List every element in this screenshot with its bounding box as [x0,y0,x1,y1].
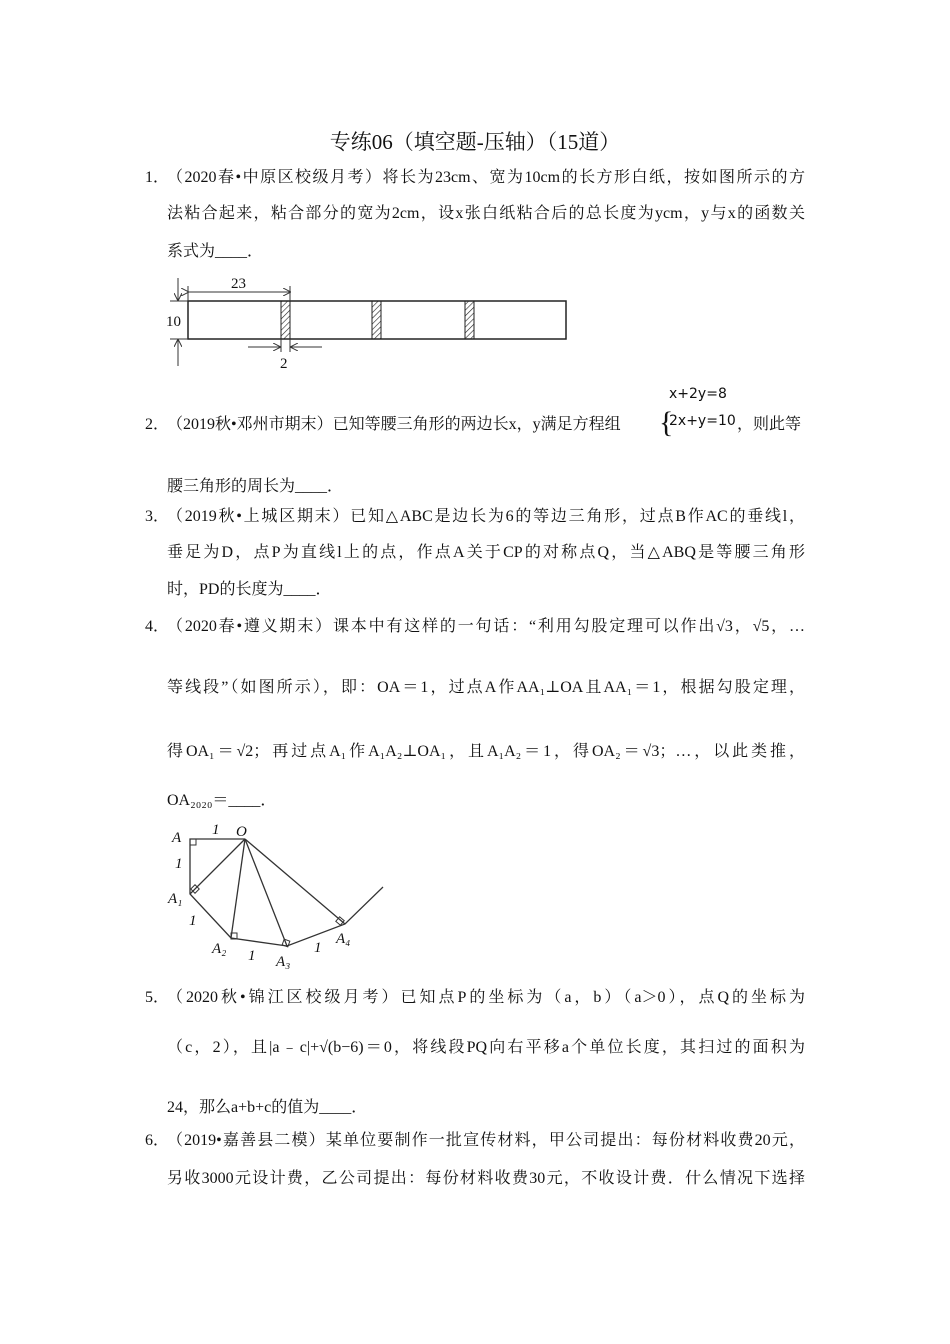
question-text: ，则此等 [737,416,802,433]
question-text: 垂足为D，点P为直线l上的点，作点A关于CP的对称点Q，当△ABQ是等腰三角形 [167,544,805,561]
question-text: 腰三角形的周长为____． [167,478,344,495]
question-text: 等线段”（如图所示），即：OA＝1，过点A作AA₁⊥OA且AA₁＝1，根据勾股定理， [167,679,805,696]
question-text: （c，2），且|a﹣c|+√(b−6)＝0，将线段PQ向右平移a个单位长度，其扫过的面积为 [167,1039,805,1056]
length-label: 1 [248,948,256,964]
point-label: A [172,830,182,846]
point-label: O [236,824,247,840]
paper-strip-figure [166,276,566,372]
question-text: 得OA₁＝√2；再过点A₁作A₁A₂⊥OA₁，且A₁A₂＝1，得OA₂＝√3；…，以此类推， [167,743,805,760]
question-number: 4． [145,618,170,635]
glue-area [281,301,290,339]
point-label: A₂ [212,941,227,957]
brace-icon: { [659,406,674,439]
question-text: （2020秋•锦江区校级月考）已知点P的坐标为（a，b）（a＞0），点Q的坐标为 [167,989,805,1006]
question-text: （2020春•中原区校级月考）将长为23cm、宽为10cm的长方形白纸，按如图所示的方 [167,169,805,186]
dimension-label: 10 [166,314,181,330]
question-text: （2019秋•邓州市期末）已知等腰三角形的两边长x，y满足方程组 [167,416,621,433]
length-label: 1 [189,913,197,929]
question-text: OA₂₀₂₀＝____． [167,792,277,809]
dimension-label: 2 [280,356,288,372]
question-text: 系式为____． [167,243,264,260]
glue-area [372,301,381,339]
question-number: 5． [145,989,170,1006]
question-number: 2． [145,416,170,433]
length-label: 1 [175,856,183,872]
point-label: A₁ [168,891,183,907]
question-text: （2020春•遵义期末）课本中有这样的一句话：“利用勾股定理可以作出√3，√5，… [167,618,805,635]
dimension-label: 23 [231,276,246,292]
length-label: 1 [314,940,322,956]
question-text: 另收3000元设计费，乙公司提出：每份材料收费30元，不收设计费．什么情况下选择 [167,1170,805,1187]
question-number: 3． [145,508,170,525]
point-label: A₃ [276,954,291,970]
page-title: 专练06（填空题-压轴）（15道） [329,130,621,154]
question-text: （2019秋•上城区期末）已知△ABC是边长为6的等边三角形，过点B作AC的垂线l， [167,508,805,525]
spiral-labels [167,822,350,970]
question-text: （2019•嘉善县二模）某单位要制作一批宣传材料，甲公司提出：每份材料收费20元， [167,1132,805,1149]
question-text: 24，那么a+b+c的值为____． [167,1099,368,1116]
point-label: A₄ [336,931,351,947]
question-text: 法粘合起来，粘合部分的宽为2cm，设x张白纸粘合后的总长度为ycm，y与x的函数关 [167,205,805,222]
question-number: 1． [145,169,170,186]
equation: x+2y=8 [669,386,727,402]
question-text: 时，PD的长度为____． [167,581,332,598]
question-number: 6． [145,1132,170,1149]
glue-area [465,301,474,339]
spiral-figure [190,839,383,947]
length-label: 1 [212,822,220,838]
equation: 2x+y=10 [669,413,736,429]
